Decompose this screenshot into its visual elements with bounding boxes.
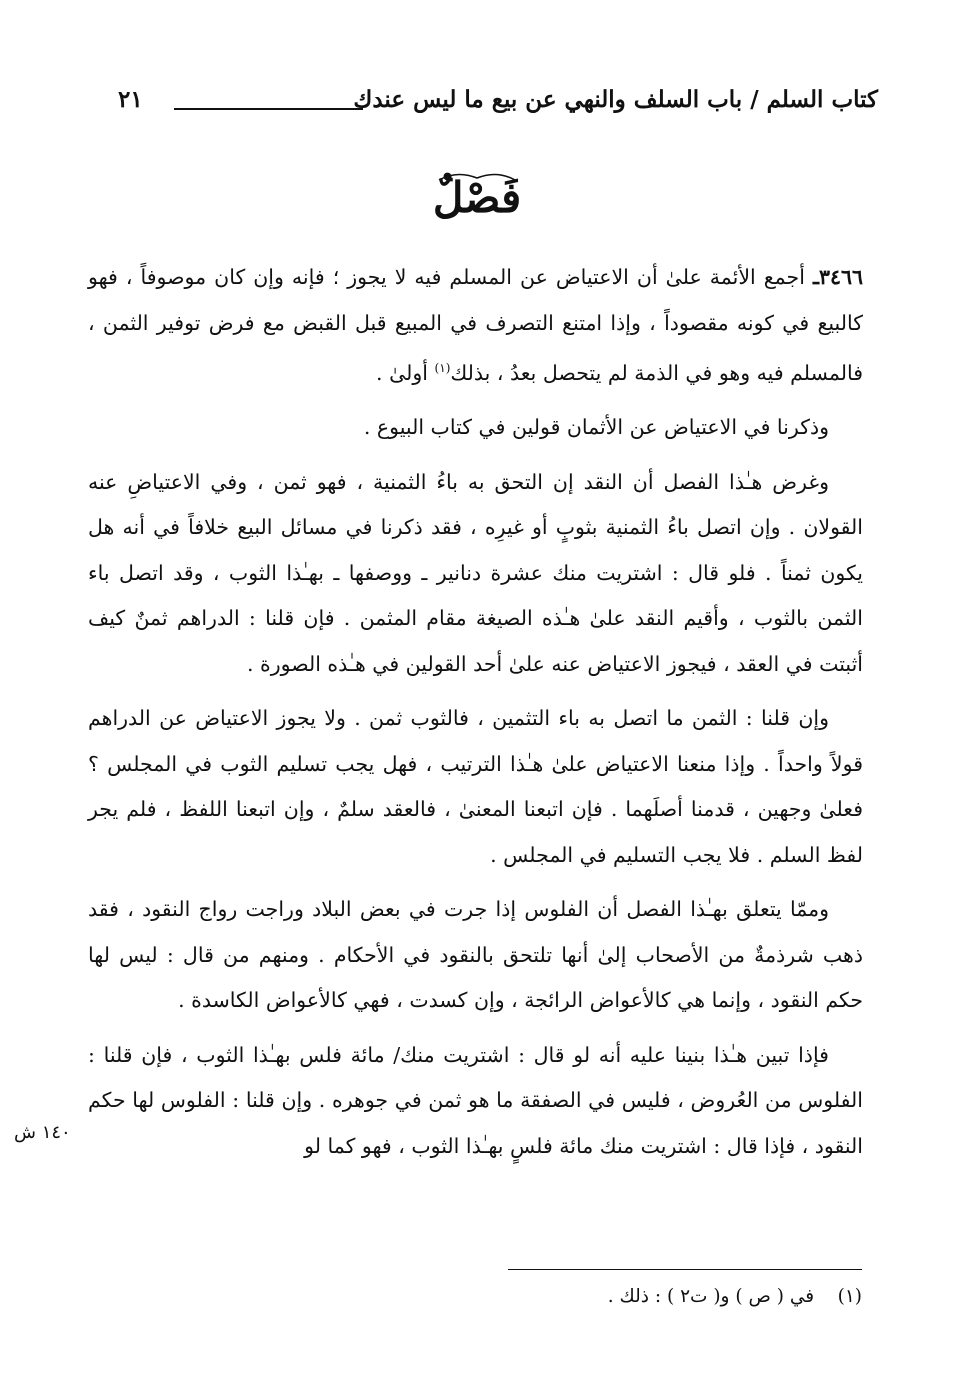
footnote-text: في ( ص ) و( ت٢ ) : ذلك . xyxy=(607,1286,815,1307)
paragraph-tail: أولىٰ . xyxy=(376,360,429,385)
paragraph-2: وذكرنا في الاعتياض عن الأثمان قولين في كتاب البيوع . xyxy=(363,415,829,440)
paragraph-3: وغرض هـٰذا الفصل أن النقد إن التحق به باءُ الثمنية ، فهو ثمن ، وفي الاعتياضِ عنه القولان . وإن اتصل باءُ الثمنية بثوبٍ أو غيرِه ، فقد ذكرنا في مسائل البيع خلافاً في أنه هل يكون ثمناً . فلو قال : اشتريت منك عشرة دنانير ـ ووصفها ـ بهـٰذا الثوب ، وقد اتصل باء الثمن بالثوب ، وأقيم النقد علىٰ هـٰذه الصيغة مقام المثمن . فإن قلنا : الدراهم ثمنٌ كيف أثبتت في العقد ، فيجوز الاعتياض عنه علىٰ أحد القولين في هـٰذه الصورة . xyxy=(88,469,863,676)
main-text xyxy=(88,255,863,1178)
page-number: ٢١ xyxy=(118,86,143,113)
paragraph-4: وإن قلنا : الثمن ما اتصل به باء التثمين ، فالثوب ثمن . ولا يجوز الاعتياض عن الدراهم قولاً واحداً . وإذا منعنا الاعتياض علىٰ هـٰذا الترتيب ، فهل يجب تسليم الثوب في المجلس ؟ فعلىٰ وجهين ، قدمنا أصلَهما . فإن اتبعنا المعنىٰ ، فالعقد سلمٌ ، وإن اتبعنا اللفظ ، فلم يجر لفظ السلم . فلا يجب التسليم في المجلس . xyxy=(88,706,863,867)
flourish-icon xyxy=(437,170,517,182)
footnote xyxy=(608,1286,862,1307)
paragraph-6: فإذا تبين هـٰذا بنينا عليه أنه لو قال : اشتريت منك/ مائة فلس بهـٰذا الثوب ، فإن قلنا : الفلوس من العُروض ، فليس في الصفقة ما هو ثمن في جوهره . وإن قلنا : الفلوس لها حكم النقود ، فإذا قال : اشتريت منك مائة فلسٍ بهـٰذا الثوب ، فهو كما لو xyxy=(88,1042,863,1158)
footnote-ref: (١) xyxy=(434,361,451,375)
margin-folio-note: ١٤٠ ش xyxy=(14,1122,71,1143)
paragraph-text: أجمع الأئمة علىٰ أن الاعتياض عن المسلم فيه لا يجوز ؛ فإنه وإن كان موصوفاً ، فهو كالبيع في كونه مقصوداً ، وإذا امتنع التصرف في المبيع قبل القبض مع فرض توفير الثمن ، فالمسلم فيه وهو في الذمة لم يتحصل بعدُ ، بذلك xyxy=(88,265,863,385)
running-header xyxy=(118,86,878,122)
paragraph-5: وممّا يتعلق بهـٰذا الفصل أن الفلوس إذا جرت في بعض البلاد وراجت رواج النقود ، فقد ذهب شرذمةٌ من الأصحاب إلىٰ أنها تلتحق بالنقود في الأحكام . ومنهم من قال : ليس لها حكم النقود ، وإنما هي كالأعواض الرائجة ، وإن كسدت ، فهي كالأعواض الكاسدة . xyxy=(88,897,863,1013)
footnote-rule xyxy=(508,1269,862,1270)
header-rule xyxy=(174,108,363,110)
footnote-marker: (١) xyxy=(837,1286,862,1307)
paragraph-1 xyxy=(88,255,863,396)
header-title: كتاب السلم / باب السلف والنهي عن بيع ما ليس عندك xyxy=(353,86,878,113)
issue-number: ٣٤٦٦ـ xyxy=(812,265,863,289)
section-heading: فَصْلٌ xyxy=(432,173,522,222)
section-ornament xyxy=(387,168,567,228)
